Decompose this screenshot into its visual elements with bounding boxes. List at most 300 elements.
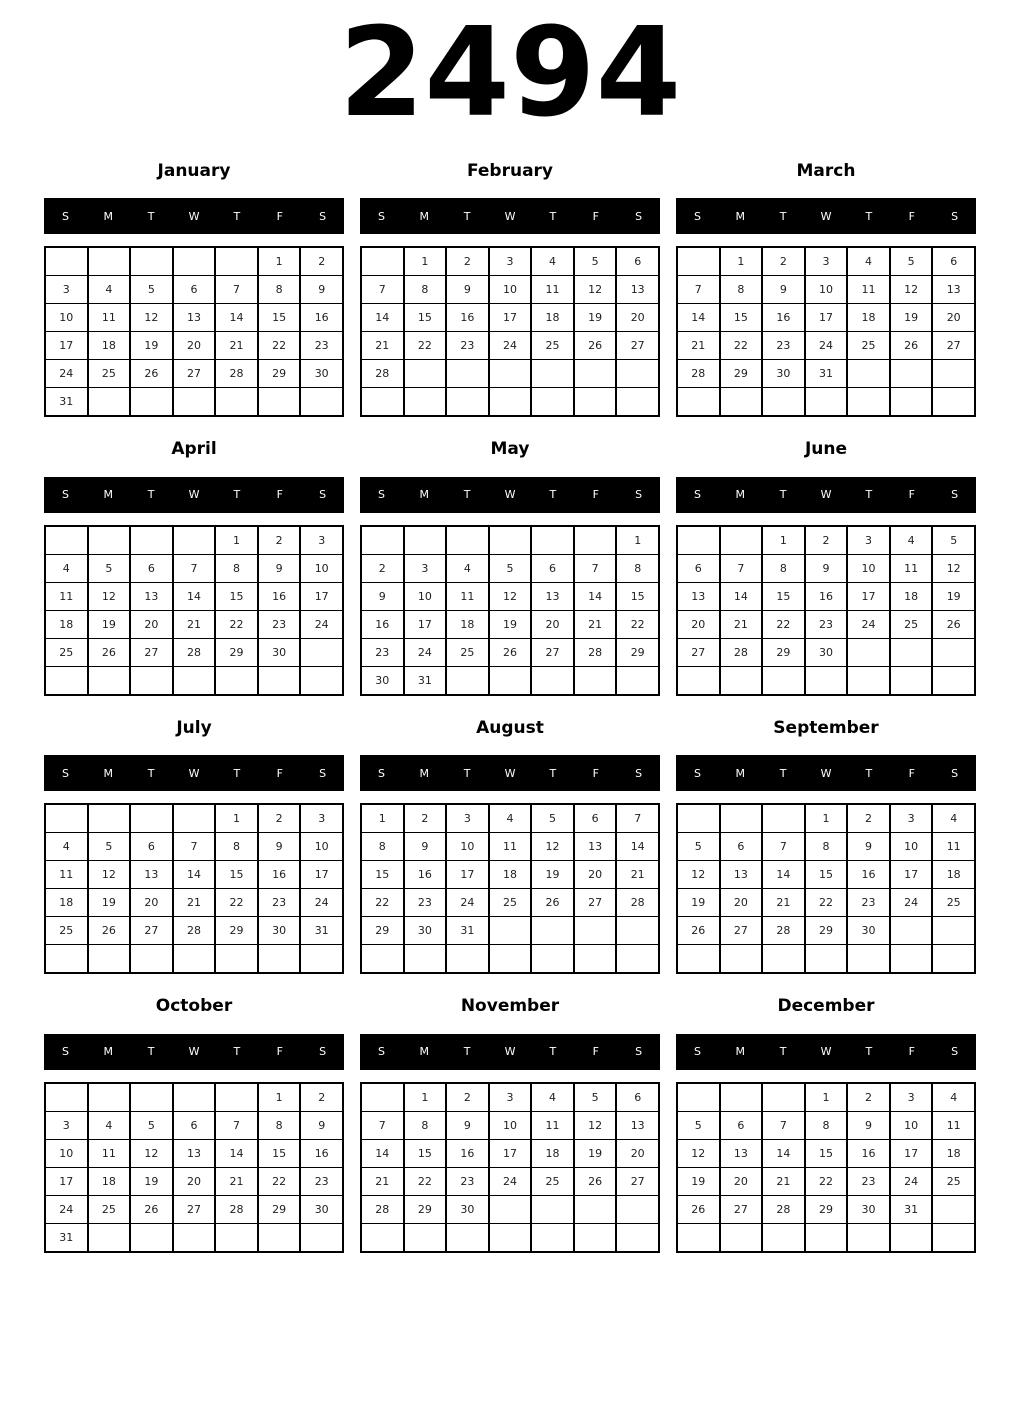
empty-day-cell	[173, 388, 216, 417]
weekday-header	[676, 477, 976, 513]
empty-day-cell	[361, 945, 404, 974]
day-cell: 13	[173, 1139, 216, 1167]
day-cell: 21	[361, 1167, 404, 1195]
week-row	[677, 1139, 975, 1167]
day-cell: 18	[847, 304, 890, 332]
week-row	[361, 1223, 659, 1252]
weekday-label: M	[735, 209, 746, 223]
day-cell: 12	[489, 582, 532, 610]
day-cell: 23	[446, 1167, 489, 1195]
day-cell: 15	[805, 861, 848, 889]
empty-day-cell	[932, 1195, 975, 1223]
day-cell: 1	[616, 526, 659, 555]
day-cell: 18	[446, 610, 489, 638]
day-cell: 7	[677, 276, 720, 304]
weekday-label: S	[951, 1045, 959, 1059]
day-cell: 12	[130, 1139, 173, 1167]
empty-day-cell	[446, 945, 489, 974]
month-calendar	[360, 161, 660, 417]
empty-day-cell	[677, 388, 720, 417]
month-title: January	[157, 161, 231, 181]
empty-day-cell	[805, 666, 848, 695]
day-cell: 23	[446, 332, 489, 360]
day-cell: 11	[489, 833, 532, 861]
day-cell: 6	[173, 276, 216, 304]
weekday-label: T	[463, 766, 471, 780]
empty-day-cell	[446, 666, 489, 695]
week-row	[361, 554, 659, 582]
day-cell: 10	[45, 304, 88, 332]
month-title: November	[460, 996, 560, 1017]
empty-day-cell	[805, 388, 848, 417]
weekday-label: F	[908, 209, 915, 223]
empty-day-cell	[762, 804, 805, 833]
day-cell: 22	[762, 610, 805, 638]
weekday-label: S	[61, 1045, 69, 1059]
day-cell: 11	[45, 861, 88, 889]
days-grid	[44, 525, 344, 696]
day-cell: 23	[300, 1167, 343, 1195]
day-cell: 1	[361, 804, 404, 833]
week-row	[45, 666, 343, 695]
day-cell: 10	[805, 276, 848, 304]
weekday-label: M	[419, 209, 430, 223]
empty-day-cell	[361, 1083, 404, 1112]
empty-day-cell	[88, 388, 131, 417]
day-cell: 28	[720, 638, 763, 666]
day-cell: 6	[130, 554, 173, 582]
empty-day-cell	[173, 1223, 216, 1252]
day-cell: 29	[215, 638, 258, 666]
week-row	[677, 388, 975, 417]
week-row	[677, 360, 975, 388]
day-cell: 13	[130, 861, 173, 889]
weekday-label: F	[276, 766, 283, 780]
weekday-label: M	[419, 488, 430, 502]
day-cell: 29	[361, 917, 404, 945]
weekday-label: S	[693, 1045, 701, 1059]
day-cell: 25	[45, 638, 88, 666]
day-cell: 7	[762, 833, 805, 861]
week-row	[45, 526, 343, 555]
day-cell: 3	[489, 247, 532, 276]
empty-day-cell	[173, 666, 216, 695]
empty-day-cell	[574, 360, 617, 388]
day-cell: 14	[574, 582, 617, 610]
empty-day-cell	[677, 526, 720, 555]
weekday-label: T	[233, 766, 241, 780]
weekday-label: W	[504, 488, 516, 502]
day-cell: 4	[88, 1111, 131, 1139]
empty-day-cell	[890, 388, 933, 417]
day-cell: 2	[300, 1083, 343, 1112]
day-cell: 1	[404, 247, 447, 276]
month-calendar	[44, 161, 344, 417]
day-cell: 7	[574, 554, 617, 582]
empty-day-cell	[531, 1223, 574, 1252]
day-cell: 23	[258, 610, 301, 638]
weekday-label: T	[147, 1045, 155, 1059]
day-cell: 1	[215, 804, 258, 833]
day-cell: 24	[300, 889, 343, 917]
empty-day-cell	[720, 388, 763, 417]
day-cell: 28	[215, 1195, 258, 1223]
weekday-label: F	[276, 209, 283, 223]
empty-day-cell	[88, 666, 131, 695]
day-cell: 30	[404, 917, 447, 945]
day-cell: 2	[805, 526, 848, 555]
days-grid	[44, 803, 344, 974]
day-cell: 4	[446, 554, 489, 582]
weekday-label: S	[635, 488, 643, 502]
day-cell: 17	[404, 610, 447, 638]
weekday-label: W	[504, 766, 516, 780]
weekday-header	[676, 755, 976, 791]
empty-day-cell	[361, 247, 404, 276]
empty-day-cell	[404, 945, 447, 974]
day-cell: 1	[720, 247, 763, 276]
empty-day-cell	[616, 360, 659, 388]
day-cell: 6	[932, 247, 975, 276]
day-cell: 24	[45, 360, 88, 388]
day-cell: 27	[932, 332, 975, 360]
empty-day-cell	[130, 247, 173, 276]
day-cell: 9	[847, 833, 890, 861]
month-calendar	[676, 161, 976, 417]
day-cell: 19	[677, 1167, 720, 1195]
day-cell: 29	[805, 1195, 848, 1223]
day-cell: 9	[300, 276, 343, 304]
day-cell: 21	[762, 1167, 805, 1195]
day-cell: 30	[847, 1195, 890, 1223]
day-cell: 1	[258, 1083, 301, 1112]
weekday-label: F	[276, 1045, 283, 1059]
day-cell: 20	[173, 1167, 216, 1195]
day-cell: 22	[805, 889, 848, 917]
day-cell: 13	[616, 1111, 659, 1139]
day-cell: 6	[720, 1111, 763, 1139]
day-cell: 25	[88, 360, 131, 388]
weekday-label: S	[61, 488, 69, 502]
empty-day-cell	[762, 1083, 805, 1112]
empty-day-cell	[932, 388, 975, 417]
empty-day-cell	[720, 666, 763, 695]
day-cell: 16	[847, 1139, 890, 1167]
day-cell: 30	[847, 917, 890, 945]
weekday-label: W	[188, 1045, 200, 1059]
day-cell: 17	[45, 1167, 88, 1195]
empty-day-cell	[489, 526, 532, 555]
empty-day-cell	[215, 1223, 258, 1252]
week-row	[677, 945, 975, 974]
empty-day-cell	[45, 526, 88, 555]
day-cell: 9	[300, 1111, 343, 1139]
day-cell: 2	[762, 247, 805, 276]
days-grid	[360, 1082, 660, 1253]
day-cell: 18	[890, 582, 933, 610]
day-cell: 27	[531, 638, 574, 666]
day-cell: 3	[300, 526, 343, 555]
day-cell: 28	[574, 638, 617, 666]
empty-day-cell	[88, 247, 131, 276]
day-cell: 3	[890, 804, 933, 833]
day-cell: 15	[215, 582, 258, 610]
day-cell: 10	[489, 1111, 532, 1139]
empty-day-cell	[574, 945, 617, 974]
day-cell: 23	[847, 889, 890, 917]
empty-day-cell	[932, 638, 975, 666]
week-row	[361, 610, 659, 638]
day-cell: 10	[890, 1111, 933, 1139]
day-cell: 19	[677, 889, 720, 917]
day-cell: 20	[932, 304, 975, 332]
day-cell: 20	[130, 889, 173, 917]
weekday-label: W	[188, 209, 200, 223]
empty-day-cell	[45, 945, 88, 974]
day-cell: 22	[361, 889, 404, 917]
day-cell: 21	[361, 332, 404, 360]
day-cell: 12	[932, 554, 975, 582]
day-cell: 18	[531, 1139, 574, 1167]
day-cell: 5	[489, 554, 532, 582]
day-cell: 17	[489, 1139, 532, 1167]
day-cell: 15	[720, 304, 763, 332]
day-cell: 22	[805, 1167, 848, 1195]
day-cell: 3	[446, 804, 489, 833]
week-row	[45, 1195, 343, 1223]
day-cell: 19	[932, 582, 975, 610]
weekday-label: F	[908, 488, 915, 502]
week-row	[45, 804, 343, 833]
week-row	[677, 1167, 975, 1195]
day-cell: 22	[258, 332, 301, 360]
day-cell: 20	[130, 610, 173, 638]
empty-day-cell	[932, 917, 975, 945]
day-cell: 25	[932, 889, 975, 917]
month-title: October	[155, 996, 233, 1017]
day-cell: 5	[574, 247, 617, 276]
empty-day-cell	[489, 917, 532, 945]
week-row	[677, 582, 975, 610]
day-cell: 26	[932, 610, 975, 638]
empty-day-cell	[720, 945, 763, 974]
day-cell: 15	[258, 304, 301, 332]
empty-day-cell	[720, 1083, 763, 1112]
week-row	[677, 247, 975, 276]
day-cell: 18	[88, 1167, 131, 1195]
day-cell: 23	[361, 638, 404, 666]
day-cell: 27	[574, 889, 617, 917]
weekday-label: S	[693, 209, 701, 223]
empty-day-cell	[847, 360, 890, 388]
empty-day-cell	[300, 388, 343, 417]
day-cell: 26	[88, 638, 131, 666]
day-cell: 26	[531, 889, 574, 917]
empty-day-cell	[932, 666, 975, 695]
day-cell: 14	[361, 1139, 404, 1167]
day-cell: 27	[720, 917, 763, 945]
empty-day-cell	[258, 388, 301, 417]
day-cell: 8	[720, 276, 763, 304]
week-row	[361, 917, 659, 945]
day-cell: 11	[531, 1111, 574, 1139]
day-cell: 29	[805, 917, 848, 945]
weekday-header	[360, 1034, 660, 1070]
day-cell: 27	[616, 332, 659, 360]
week-row	[361, 666, 659, 695]
empty-day-cell	[677, 1083, 720, 1112]
day-cell: 12	[531, 833, 574, 861]
weekday-label: W	[820, 488, 832, 502]
week-row	[677, 1195, 975, 1223]
day-cell: 17	[300, 582, 343, 610]
empty-day-cell	[361, 1223, 404, 1252]
day-cell: 12	[88, 861, 131, 889]
empty-day-cell	[847, 945, 890, 974]
day-cell: 9	[847, 1111, 890, 1139]
empty-day-cell	[847, 666, 890, 695]
empty-day-cell	[489, 945, 532, 974]
weekday-header	[44, 1034, 344, 1070]
day-cell: 15	[404, 304, 447, 332]
empty-day-cell	[932, 945, 975, 974]
day-cell: 14	[215, 1139, 258, 1167]
day-cell: 16	[847, 861, 890, 889]
day-cell: 27	[130, 917, 173, 945]
empty-day-cell	[677, 1223, 720, 1252]
week-row	[45, 276, 343, 304]
empty-day-cell	[489, 1195, 532, 1223]
empty-day-cell	[45, 1083, 88, 1112]
week-row	[361, 861, 659, 889]
day-cell: 30	[361, 666, 404, 695]
day-cell: 30	[300, 1195, 343, 1223]
day-cell: 17	[489, 304, 532, 332]
week-row	[361, 833, 659, 861]
day-cell: 3	[404, 554, 447, 582]
weekday-label: S	[693, 766, 701, 780]
weekday-label: W	[504, 1045, 516, 1059]
day-cell: 22	[404, 332, 447, 360]
empty-day-cell	[531, 917, 574, 945]
day-cell: 29	[616, 638, 659, 666]
day-cell: 14	[173, 582, 216, 610]
week-row	[677, 1111, 975, 1139]
day-cell: 10	[300, 554, 343, 582]
week-row	[45, 332, 343, 360]
day-cell: 17	[300, 861, 343, 889]
weekday-label: S	[951, 488, 959, 502]
month-title: April	[171, 439, 217, 460]
day-cell: 21	[762, 889, 805, 917]
month-calendar	[44, 439, 344, 695]
week-row	[45, 1083, 343, 1112]
empty-day-cell	[847, 388, 890, 417]
day-cell: 29	[258, 360, 301, 388]
day-cell: 11	[446, 582, 489, 610]
weekday-header	[676, 198, 976, 234]
day-cell: 31	[45, 388, 88, 417]
day-cell: 21	[574, 610, 617, 638]
week-row	[361, 889, 659, 917]
empty-day-cell	[489, 360, 532, 388]
day-cell: 13	[531, 582, 574, 610]
weekday-label: S	[951, 766, 959, 780]
day-cell: 16	[446, 304, 489, 332]
weekday-label: T	[779, 209, 787, 223]
week-row	[677, 638, 975, 666]
day-cell: 20	[720, 889, 763, 917]
day-cell: 16	[404, 861, 447, 889]
day-cell: 23	[258, 889, 301, 917]
empty-day-cell	[446, 526, 489, 555]
day-cell: 3	[45, 276, 88, 304]
day-cell: 11	[45, 582, 88, 610]
day-cell: 26	[130, 360, 173, 388]
week-row	[361, 1195, 659, 1223]
weekday-label: S	[635, 209, 643, 223]
day-cell: 7	[616, 804, 659, 833]
day-cell: 7	[173, 554, 216, 582]
weekday-label: T	[233, 488, 241, 502]
day-cell: 19	[88, 889, 131, 917]
empty-day-cell	[88, 526, 131, 555]
weekday-label: S	[635, 766, 643, 780]
week-row	[45, 889, 343, 917]
day-cell: 16	[300, 304, 343, 332]
day-cell: 8	[361, 833, 404, 861]
empty-day-cell	[173, 945, 216, 974]
empty-day-cell	[130, 1223, 173, 1252]
empty-day-cell	[616, 1223, 659, 1252]
day-cell: 26	[890, 332, 933, 360]
weekday-label: T	[549, 488, 557, 502]
week-row	[361, 1111, 659, 1139]
day-cell: 20	[720, 1167, 763, 1195]
week-row	[677, 917, 975, 945]
day-cell: 15	[404, 1139, 447, 1167]
empty-day-cell	[531, 666, 574, 695]
days-grid	[676, 525, 976, 696]
empty-day-cell	[762, 666, 805, 695]
weekday-label: S	[377, 766, 385, 780]
week-row	[45, 554, 343, 582]
weekday-label: T	[147, 766, 155, 780]
weekday-label: T	[865, 209, 873, 223]
week-row	[677, 804, 975, 833]
week-row	[361, 276, 659, 304]
empty-day-cell	[720, 526, 763, 555]
day-cell: 31	[45, 1223, 88, 1252]
day-cell: 12	[890, 276, 933, 304]
day-cell: 24	[890, 1167, 933, 1195]
month-calendar	[676, 996, 976, 1252]
day-cell: 16	[762, 304, 805, 332]
day-cell: 2	[446, 1083, 489, 1112]
day-cell: 1	[762, 526, 805, 555]
day-cell: 27	[616, 1167, 659, 1195]
day-cell: 15	[361, 861, 404, 889]
month-calendar	[360, 718, 660, 974]
week-row	[361, 945, 659, 974]
empty-day-cell	[258, 1223, 301, 1252]
day-cell: 10	[489, 276, 532, 304]
day-cell: 31	[300, 917, 343, 945]
week-row	[45, 638, 343, 666]
day-cell: 31	[805, 360, 848, 388]
weekday-label: W	[820, 766, 832, 780]
day-cell: 2	[258, 526, 301, 555]
